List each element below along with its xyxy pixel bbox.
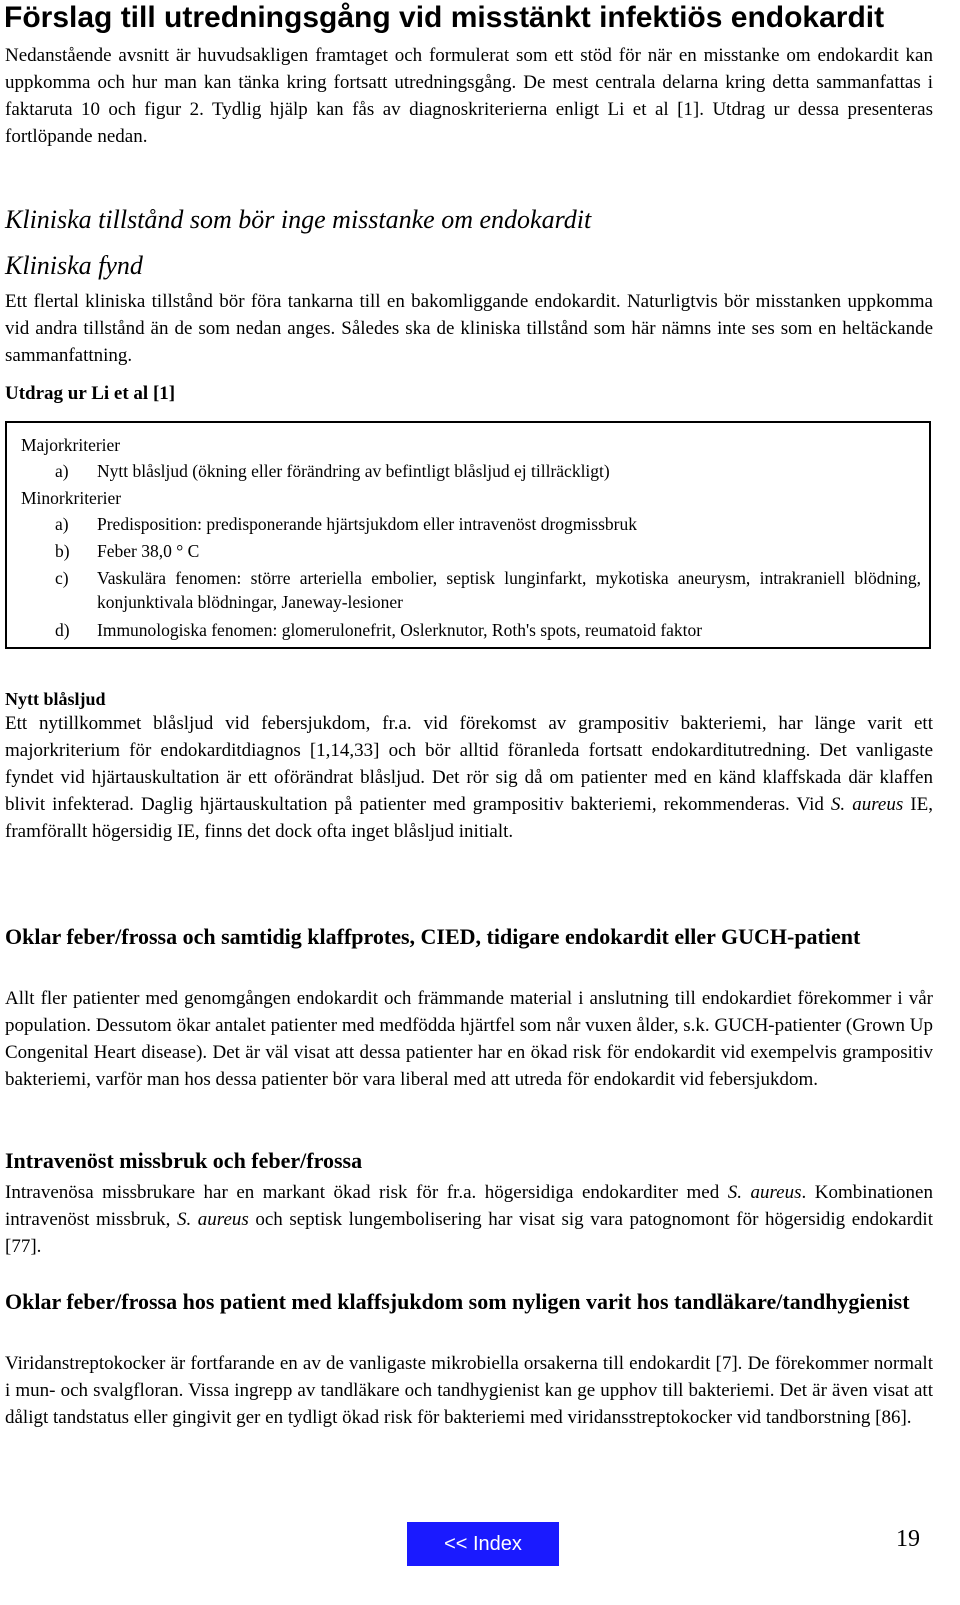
- prosthesis-fever-heading: Oklar feber/frossa och samtidig klaffprotes, CIED, tidigare endokardit eller GUCH-patient: [5, 924, 861, 949]
- index-button[interactable]: << Index: [407, 1522, 559, 1566]
- dental-fever-paragraph: Viridanstreptokocker är fortfarande en av de vanligaste mikrobiella orsakerna till endokardit [7]. De förekommer normalt i mun- och svalgfloran. Vissa ingrepp av tandläkare och tandhygienist kan ge upphov till bakteriemi. Det är även visat att dåligt tandstatus eller gingivit ger en tydligt ökad risk för bakteriemi med viridansstreptokocker vid tandborstning [86].: [5, 1353, 933, 1428]
- major-criteria-heading: Majorkriterier: [21, 435, 121, 455]
- new-murmur-heading: Nytt blåsljud: [5, 689, 106, 709]
- criteria-letter: b): [55, 541, 70, 561]
- section-heading: Kliniska tillstånd som bör inge misstanke om endokardit: [5, 205, 592, 234]
- criteria-letter: a): [55, 461, 69, 481]
- criteria-text: Vaskulära fenomen: större arteriella embolier, septisk lunginfarkt, mykotiska aneurysm, intrakraniell blödning, konjunktivala blödningar, Janeway-lesioner: [97, 568, 921, 612]
- page-title: Förslag till utredningsgång vid misstänkt infektiös endokardit: [4, 1, 885, 34]
- minor-criteria-heading: Minorkriterier: [21, 488, 122, 508]
- sub-heading: Kliniska fynd: [5, 251, 143, 280]
- page-number: 19: [896, 1526, 920, 1552]
- dental-fever-heading: Oklar feber/frossa hos patient med klaffsjukdom som nyligen varit hos tandläkare/tandhygienist: [5, 1289, 910, 1314]
- clinical-findings-paragraph: Ett flertal kliniska tillstånd bör föra tankarna till en bakomliggande endokardit. Naturligtvis bör misstanken uppkomma vid andra tillstånd än de som nedan anges. Således ska de kliniska tillstånd som här nämns inte ses som en heltäckande sammanfattning.: [5, 291, 933, 366]
- criteria-text: Nytt blåsljud (ökning eller förändring av befintligt blåsljud ej tillräckligt): [97, 461, 610, 481]
- criteria-letter: c): [55, 568, 69, 588]
- excerpt-label: Utdrag ur Li et al [1]: [5, 383, 176, 404]
- prosthesis-fever-paragraph: Allt fler patienter med genomgången endokardit och främmande material i anslutning till endokardiet förekommer i vår population. Dessutom ökar antalet patienter med medfödda hjärtfel som når vuxen ålder, s.k. GUCH-patienter (Grown Up Congenital Heart disease). Det är väl visat att dessa patienter har en ökad risk för endokardit vid exempelvis grampositiv bakteriemi, varför man hos dessa patienter bör vara liberal med att utreda för endokardit vid febersjukdom.: [5, 988, 933, 1090]
- criteria-text: Immunologiska fenomen: glomerulonefrit, Oslerknutor, Roth's spots, reumatoid faktor: [97, 620, 703, 640]
- iv-abuse-paragraph: Intravenösa missbrukare har en markant ökad risk för fr.a. högersidiga endokarditer med S. aureus. Kombinationen intravenöst missbruk, S. aureus och septisk lungembolisering har visat sig vara patognomont för högersidig endokardit [77].: [5, 1182, 933, 1257]
- criteria-text: Predisposition: predisponerande hjärtsjukdom eller intravenöst drogmissbruk: [97, 514, 637, 534]
- criteria-text: Feber 38,0 ° C: [97, 541, 200, 561]
- criteria-box: [5, 421, 931, 649]
- intro-paragraph: Nedanstående avsnitt är huvudsakligen framtaget och formulerat som ett stöd för när en misstanke om endokardit kan uppkomma och hur man kan tänka kring fortsatt utredningsgång. De mest centrala delarna kring detta sammanfattas i faktaruta 10 och figur 2. Tydlig hjälp kan fås av diagnoskriterierna enligt Li et al [1]. Utdrag ur dessa presenteras fortlöpande nedan.: [5, 45, 933, 147]
- criteria-letter: a): [55, 514, 69, 534]
- new-murmur-paragraph: Ett nytillkommet blåsljud vid febersjukdom, fr.a. vid förekomst av grampositiv bakteriemi, har länge varit ett majorkriterium för endokarditdiagnos [1,14,33] och bör alltid föranleda fortsatt endokarditutredning. Det vanligaste fyndet vid hjärtauskultation är ett oförändrat blåsljud. Det rör sig då om patienter med en känd klaffskada där klaffen blivit infekterad. Daglig hjärtauskultation på patienter med grampositiv bakteriemi, rekommenderas. Vid S. aureus IE, framförallt högersidig IE, finns det dock ofta inget blåsljud initialt.: [5, 713, 933, 842]
- iv-abuse-heading: Intravenöst missbruk och feber/frossa: [5, 1148, 363, 1173]
- criteria-letter: d): [55, 620, 70, 640]
